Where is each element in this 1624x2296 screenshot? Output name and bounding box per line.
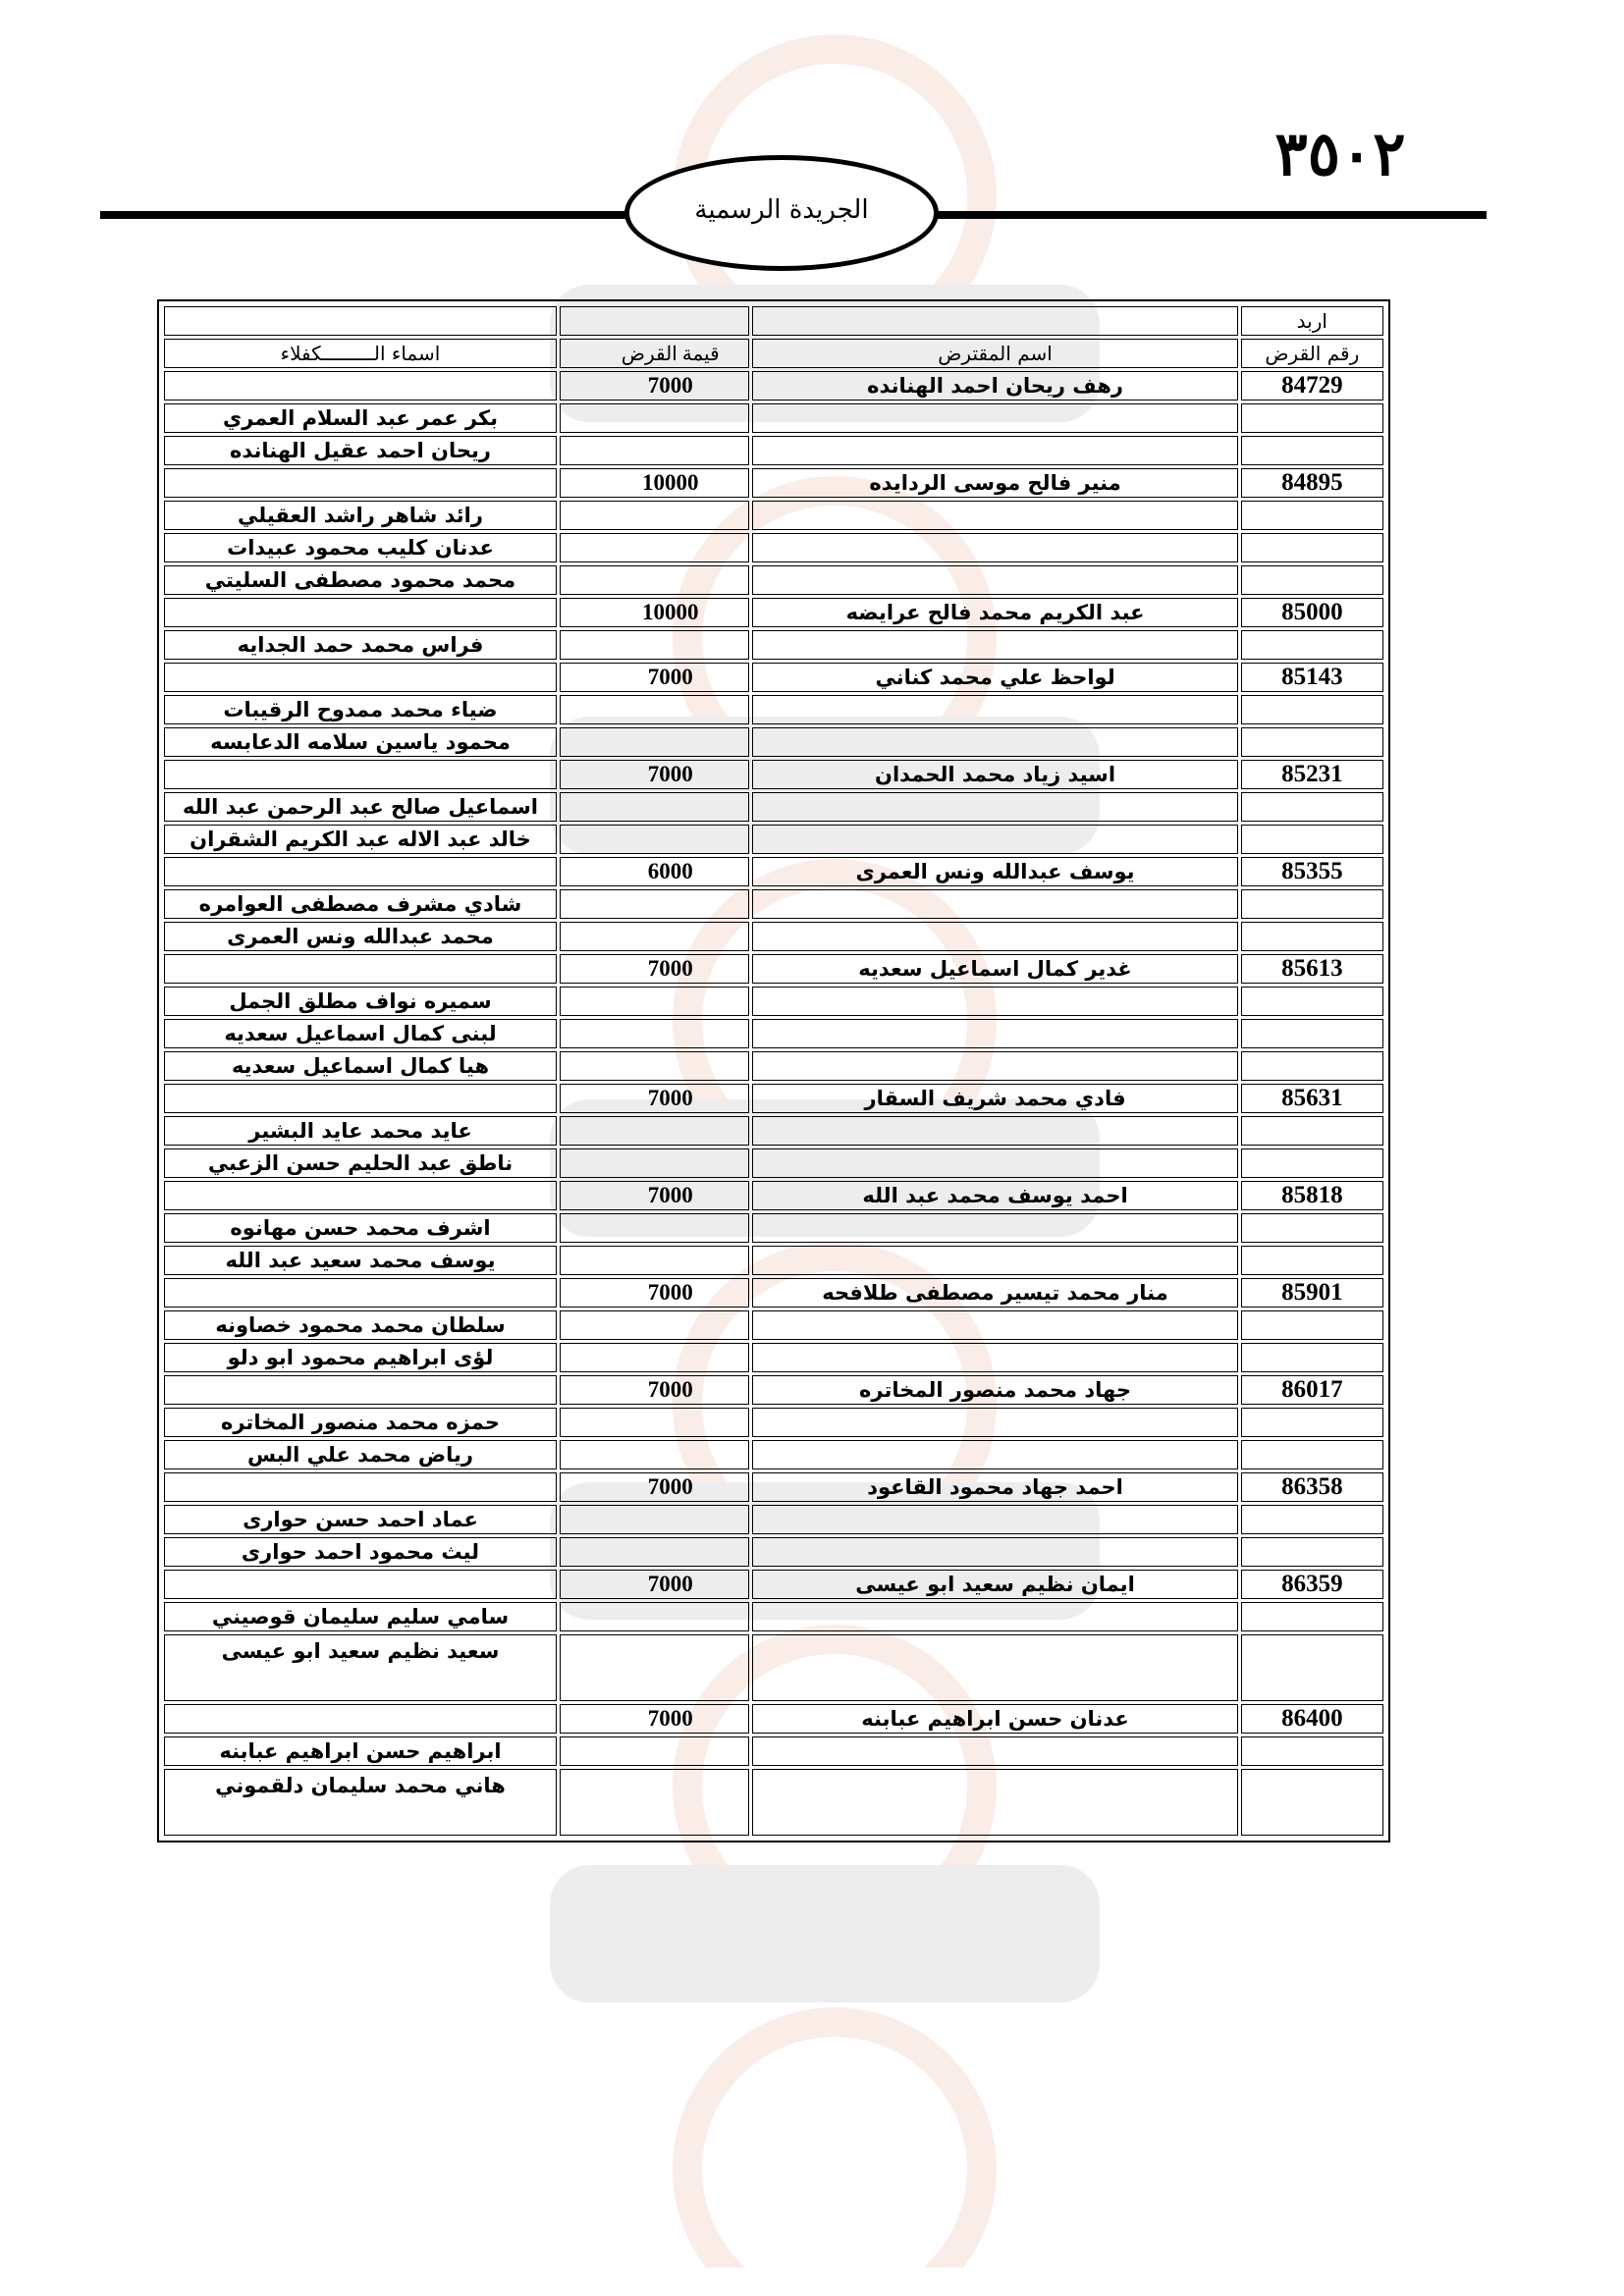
guarantor-name: ريحان احمد عقيل الهنانده [164, 436, 557, 465]
guarantor-row-empty-borrower [752, 1343, 1237, 1372]
guarantor-row-empty-value [560, 889, 749, 919]
guarantor-row-empty-number [1241, 501, 1383, 530]
guarantor-row-empty-number [1241, 825, 1383, 854]
loan-row-empty-guarantors [164, 663, 557, 692]
guarantor-row-empty-number [1241, 1116, 1383, 1146]
loan-value: 10000 [560, 468, 749, 498]
guarantor-row-empty-borrower [752, 533, 1237, 562]
guarantor-name: يوسف محمد سعيد عبد الله [164, 1246, 557, 1275]
guarantor-row-empty-number [1241, 1505, 1383, 1534]
loan-row [164, 1570, 1383, 1599]
guarantor-name: محمد عبدالله ونس العمرى [164, 922, 557, 951]
borrower-name: اسيد زياد محمد الحمدان [752, 760, 1237, 789]
guarantor-row [164, 1505, 1383, 1534]
guarantor-row-empty-number [1241, 1148, 1383, 1178]
guarantor-name: ضياء محمد ممدوح الرقيبات [164, 695, 557, 724]
guarantor-row-empty-borrower [752, 889, 1237, 919]
masthead-oval [624, 155, 939, 271]
guarantor-row-empty-number [1241, 1246, 1383, 1275]
loan-number: 86359 [1241, 1570, 1383, 1599]
guarantor-row-empty-borrower [752, 1634, 1237, 1701]
guarantor-row [164, 630, 1383, 660]
loan-row-empty-guarantors [164, 1084, 557, 1113]
guarantor-row-empty-number [1241, 1019, 1383, 1048]
guarantor-row [164, 889, 1383, 919]
guarantor-row [164, 501, 1383, 530]
guarantor-row [164, 1769, 1383, 1836]
guarantor-row-empty-number [1241, 1440, 1383, 1469]
loan-row [164, 371, 1383, 400]
guarantor-row-empty-value [560, 922, 749, 951]
guarantor-row-empty-number [1241, 727, 1383, 757]
borrower-name: جهاد محمد منصور المخاتره [752, 1375, 1237, 1405]
guarantor-name: محمود ياسين سلامه الدعابسه [164, 727, 557, 757]
guarantor-row-empty-number [1241, 1634, 1383, 1701]
guarantor-row [164, 727, 1383, 757]
guarantor-row [164, 695, 1383, 724]
region-row-empty-value [560, 306, 749, 336]
guarantor-row-empty-number [1241, 1736, 1383, 1766]
borrower-name: احمد جهاد محمود القاعود [752, 1472, 1237, 1502]
loan-row [164, 1472, 1383, 1502]
loan-value: 7000 [560, 663, 749, 692]
guarantor-name: اشرف محمد حسن مهانوه [164, 1213, 557, 1243]
guarantor-row-empty-number [1241, 565, 1383, 595]
guarantor-name: بكر عمر عبد السلام العمري [164, 403, 557, 433]
guarantor-row [164, 1051, 1383, 1081]
guarantor-row [164, 1634, 1383, 1701]
guarantor-row-empty-value [560, 695, 749, 724]
guarantor-row-empty-number [1241, 987, 1383, 1016]
guarantor-name: سميره نواف مطلق الجمل [164, 987, 557, 1016]
loan-number: 85231 [1241, 760, 1383, 789]
loan-row [164, 857, 1383, 886]
guarantor-row [164, 1019, 1383, 1048]
region-label: اربد [1241, 306, 1383, 336]
loan-value: 6000 [560, 857, 749, 886]
guarantor-row-empty-number [1241, 1602, 1383, 1631]
guarantor-row-empty-borrower [752, 825, 1237, 854]
guarantor-row-empty-borrower [752, 1736, 1237, 1766]
header-guarantors: اسماء الـــــــــكفلاء [164, 339, 557, 368]
guarantor-row-empty-value [560, 1246, 749, 1275]
guarantor-row-empty-borrower [752, 792, 1237, 822]
guarantor-row-empty-number [1241, 1051, 1383, 1081]
guarantor-row-empty-value [560, 1505, 749, 1534]
guarantor-row [164, 436, 1383, 465]
guarantor-row-empty-value [560, 1019, 749, 1048]
borrower-name: يوسف عبدالله ونس العمرى [752, 857, 1237, 886]
loan-row-empty-guarantors [164, 1278, 557, 1308]
guarantor-row-empty-borrower [752, 501, 1237, 530]
loan-number: 85631 [1241, 1084, 1383, 1113]
guarantor-row-empty-value [560, 1634, 749, 1701]
loan-row-empty-guarantors [164, 760, 557, 789]
guarantor-row-empty-value [560, 1736, 749, 1766]
loan-number: 84895 [1241, 468, 1383, 498]
guarantor-name: رائد شاهر راشد العقيلي [164, 501, 557, 530]
loan-number: 86017 [1241, 1375, 1383, 1405]
loans-table-frame [157, 299, 1390, 1842]
guarantor-name: لبنى كمال اسماعيل سعديه [164, 1019, 557, 1048]
guarantor-name: لؤى ابراهيم محمود ابو دلو [164, 1343, 557, 1372]
guarantor-row [164, 1246, 1383, 1275]
guarantor-row [164, 1408, 1383, 1437]
loan-value: 7000 [560, 1704, 749, 1734]
guarantor-row-empty-value [560, 1148, 749, 1178]
guarantor-row-empty-value [560, 1343, 749, 1372]
page-number: ٣٥٠٢ [1274, 118, 1406, 189]
guarantor-name: عدنان كليب محمود عبيدات [164, 533, 557, 562]
guarantor-row-empty-borrower [752, 1246, 1237, 1275]
loan-row-empty-guarantors [164, 857, 557, 886]
guarantor-row-empty-number [1241, 630, 1383, 660]
guarantor-row-empty-number [1241, 695, 1383, 724]
guarantor-name: محمد محمود مصطفى السليتي [164, 565, 557, 595]
loan-value: 10000 [560, 598, 749, 627]
guarantor-name: اسماعيل صالح عبد الرحمن عبد الله [164, 792, 557, 822]
guarantor-row [164, 922, 1383, 951]
guarantor-row-empty-number [1241, 436, 1383, 465]
guarantor-name: سامي سليم سليمان قوصيني [164, 1602, 557, 1631]
guarantor-row-empty-value [560, 1116, 749, 1146]
guarantor-row-empty-value [560, 1440, 749, 1469]
header-loan-number: رقم القرض [1241, 339, 1383, 368]
header-row [164, 339, 1383, 368]
guarantor-row-empty-borrower [752, 436, 1237, 465]
guarantor-row [164, 792, 1383, 822]
guarantor-row-empty-value [560, 403, 749, 433]
region-row-empty-guarantors [164, 306, 557, 336]
guarantor-row-empty-value [560, 501, 749, 530]
guarantor-row-empty-borrower [752, 1213, 1237, 1243]
guarantor-name: هيا كمال اسماعيل سعديه [164, 1051, 557, 1081]
guarantor-name: سعيد نظيم سعيد ابو عيسى [164, 1634, 557, 1701]
borrower-name: منار محمد تيسير مصطفى طلافحه [752, 1278, 1237, 1308]
guarantor-row [164, 1736, 1383, 1766]
guarantor-name: ابراهيم حسن ابراهيم عبابنه [164, 1736, 557, 1766]
guarantor-name: عايد محمد عايد البشير [164, 1116, 557, 1146]
guarantor-row-empty-value [560, 1051, 749, 1081]
loan-value: 7000 [560, 954, 749, 984]
guarantor-row [164, 987, 1383, 1016]
guarantor-name: رياض محمد علي البس [164, 1440, 557, 1469]
guarantor-row-empty-number [1241, 1408, 1383, 1437]
loan-row-empty-guarantors [164, 598, 557, 627]
guarantor-row-empty-value [560, 727, 749, 757]
guarantor-row [164, 1213, 1383, 1243]
loan-row [164, 1704, 1383, 1734]
loan-row-empty-guarantors [164, 1570, 557, 1599]
borrower-name: غدير كمال اسماعيل سعديه [752, 954, 1237, 984]
loan-row [164, 954, 1383, 984]
guarantor-row-empty-borrower [752, 987, 1237, 1016]
guarantor-row-empty-value [560, 1213, 749, 1243]
guarantor-row-empty-number [1241, 1769, 1383, 1836]
guarantor-row-empty-borrower [752, 1769, 1237, 1836]
loan-row-empty-guarantors [164, 1704, 557, 1734]
guarantor-name: خالد عبد الاله عبد الكريم الشقران [164, 825, 557, 854]
guarantor-name: هاني محمد سليمان دلقموني [164, 1769, 557, 1836]
loan-value: 7000 [560, 1278, 749, 1308]
loan-value: 7000 [560, 1472, 749, 1502]
loan-number: 86400 [1241, 1704, 1383, 1734]
guarantor-row-empty-value [560, 792, 749, 822]
guarantor-row-empty-number [1241, 1537, 1383, 1567]
guarantor-row [164, 1440, 1383, 1469]
loan-row [164, 760, 1383, 789]
guarantor-row-empty-value [560, 630, 749, 660]
loan-row-empty-guarantors [164, 1181, 557, 1210]
borrower-name: فادي محمد شريف السقار [752, 1084, 1237, 1113]
loan-row-empty-guarantors [164, 1472, 557, 1502]
guarantor-row-empty-value [560, 533, 749, 562]
guarantor-row-empty-number [1241, 533, 1383, 562]
guarantor-row-empty-borrower [752, 727, 1237, 757]
region-row-empty-borrower [752, 306, 1237, 336]
guarantor-row [164, 1116, 1383, 1146]
guarantor-name: ليث محمود احمد حوارى [164, 1537, 557, 1567]
guarantor-name: عماد احمد حسن حوارى [164, 1505, 557, 1534]
guarantor-row-empty-value [560, 1769, 749, 1836]
loans-table [161, 303, 1386, 1839]
masthead-title: الجريدة الرسمية [694, 195, 869, 225]
guarantor-row-empty-value [560, 1537, 749, 1567]
guarantor-row-empty-value [560, 1408, 749, 1437]
borrower-name: لواحظ علي محمد كناني [752, 663, 1237, 692]
guarantor-row-empty-borrower [752, 630, 1237, 660]
guarantor-row-empty-borrower [752, 1148, 1237, 1178]
guarantor-row-empty-borrower [752, 1505, 1237, 1534]
loan-value: 7000 [560, 760, 749, 789]
loan-row-empty-guarantors [164, 954, 557, 984]
borrower-name: منير فالح موسى الردايده [752, 468, 1237, 498]
guarantor-row-empty-value [560, 825, 749, 854]
borrower-name: عبد الكريم محمد فالح عرايضه [752, 598, 1237, 627]
loan-row [164, 598, 1383, 627]
guarantor-row [164, 403, 1383, 433]
guarantor-row-empty-borrower [752, 1019, 1237, 1048]
guarantor-name: شادي مشرف مصطفى العوامره [164, 889, 557, 919]
guarantor-row-empty-borrower [752, 1408, 1237, 1437]
guarantor-row [164, 1148, 1383, 1178]
loans-table-body [164, 306, 1383, 1836]
loan-row-empty-guarantors [164, 371, 557, 400]
loan-row [164, 663, 1383, 692]
guarantor-row [164, 1310, 1383, 1340]
loan-row [164, 468, 1383, 498]
loan-row [164, 1278, 1383, 1308]
loan-number: 85355 [1241, 857, 1383, 886]
guarantor-row [164, 565, 1383, 595]
loan-value: 7000 [560, 1181, 749, 1210]
guarantor-row [164, 1537, 1383, 1567]
guarantor-row [164, 1343, 1383, 1372]
loan-row-empty-guarantors [164, 468, 557, 498]
guarantor-row-empty-borrower [752, 695, 1237, 724]
region-row [164, 306, 1383, 336]
loan-row-empty-guarantors [164, 1375, 557, 1405]
loan-number: 86358 [1241, 1472, 1383, 1502]
borrower-name: رهف ريحان احمد الهنانده [752, 371, 1237, 400]
guarantor-row-empty-number [1241, 1310, 1383, 1340]
guarantor-row-empty-number [1241, 1343, 1383, 1372]
guarantor-row-empty-value [560, 1310, 749, 1340]
guarantor-row-empty-borrower [752, 922, 1237, 951]
guarantor-row-empty-borrower [752, 1440, 1237, 1469]
loan-row [164, 1084, 1383, 1113]
loan-value: 7000 [560, 371, 749, 400]
guarantor-row-empty-borrower [752, 1051, 1237, 1081]
guarantor-row-empty-value [560, 565, 749, 595]
guarantor-row [164, 825, 1383, 854]
loan-number: 85613 [1241, 954, 1383, 984]
borrower-name: عدنان حسن ابراهيم عبابنه [752, 1704, 1237, 1734]
borrower-name: ايمان نظيم سعيد ابو عيسى [752, 1570, 1237, 1599]
guarantor-row-empty-number [1241, 792, 1383, 822]
guarantor-row [164, 1602, 1383, 1631]
guarantor-name: فراس محمد حمد الجدايه [164, 630, 557, 660]
guarantor-row-empty-value [560, 436, 749, 465]
guarantor-row-empty-borrower [752, 565, 1237, 595]
loan-number: 84729 [1241, 371, 1383, 400]
loan-number: 85818 [1241, 1181, 1383, 1210]
header-borrower: اسم المقترض [752, 339, 1237, 368]
loan-value: 7000 [560, 1570, 749, 1599]
loan-number: 85000 [1241, 598, 1383, 627]
guarantor-row-empty-value [560, 1602, 749, 1631]
guarantor-row [164, 533, 1383, 562]
guarantor-row-empty-number [1241, 889, 1383, 919]
loan-number: 85901 [1241, 1278, 1383, 1308]
loan-row [164, 1181, 1383, 1210]
guarantor-row-empty-borrower [752, 1310, 1237, 1340]
guarantor-row-empty-borrower [752, 1537, 1237, 1567]
guarantor-name: ناطق عبد الحليم حسن الزعبي [164, 1148, 557, 1178]
loan-value: 7000 [560, 1375, 749, 1405]
guarantor-row-empty-number [1241, 922, 1383, 951]
loan-value: 7000 [560, 1084, 749, 1113]
guarantor-row-empty-number [1241, 1213, 1383, 1243]
guarantor-row-empty-value [560, 987, 749, 1016]
header-loan-value: قيمة القرض [560, 339, 749, 368]
guarantor-row-empty-number [1241, 403, 1383, 433]
guarantor-name: حمزه محمد منصور المخاتره [164, 1408, 557, 1437]
guarantor-row-empty-borrower [752, 403, 1237, 433]
loan-number: 85143 [1241, 663, 1383, 692]
loan-row [164, 1375, 1383, 1405]
guarantor-row-empty-borrower [752, 1116, 1237, 1146]
guarantor-row-empty-borrower [752, 1602, 1237, 1631]
borrower-name: احمد يوسف محمد عبد الله [752, 1181, 1237, 1210]
guarantor-name: سلطان محمد محمود خصاونه [164, 1310, 557, 1340]
